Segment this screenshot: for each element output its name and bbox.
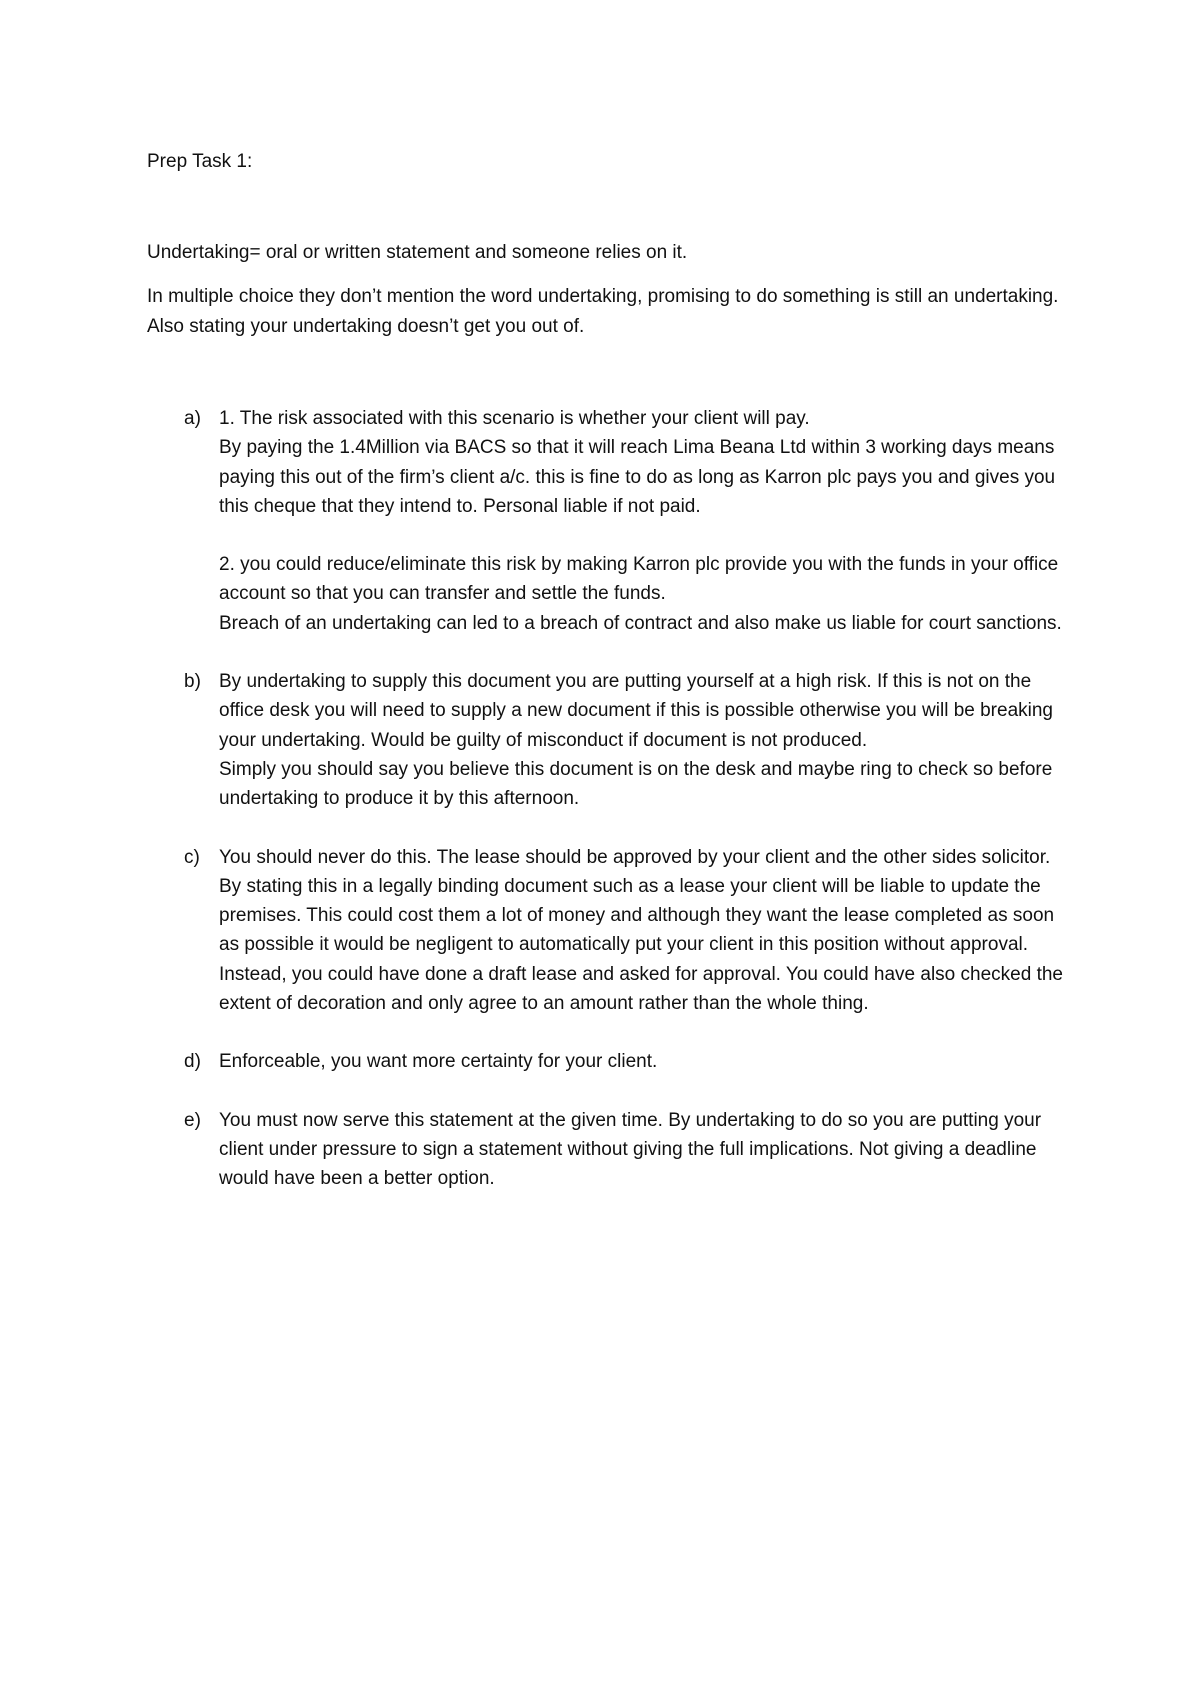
answer-a [147, 404, 1077, 638]
answer-list [147, 404, 1077, 1223]
answer-paragraph: Simply you should say you believe this document is on the desk and maybe ring to check so before undertaking to produce it by this afternoon. [219, 758, 1053, 810]
answer-paragraph: You should never do this. The lease should be approved by your client and the other sides solicitor. By stating this in a legally binding document such as a lease your client will be liable to update the premises. This could cost them a lot of money and although they want the lease completed as soon as possible it would be negligent to automatically put your client in this position without approval. [219, 846, 1055, 956]
list-marker: a) [184, 408, 201, 429]
list-marker: c) [184, 846, 200, 868]
list-marker: d) [184, 1051, 201, 1073]
answer-c [147, 843, 1077, 1019]
list-marker: b) [184, 671, 201, 693]
answer-d [147, 1047, 1077, 1076]
answer-paragraph: Instead, you could have done a draft lease and asked for approval. You could have also checked the extent of decoration and only agree to an amount rather than the whole thing. [219, 963, 1063, 1015]
answer-e [147, 1106, 1077, 1194]
answer-paragraph: By paying the 1.4Million via BACS so that it will reach Lima Beana Ltd within 3 working days means paying this out of the firm’s client a/c. this is fine to do as long as Karron plc pays you and gives you this cheque that they intend to. Personal liable if not paid. [219, 437, 1056, 517]
intro-definition: Undertaking= oral or written statement and someone relies on it. [147, 242, 688, 263]
answer-paragraph: You must now serve this statement at the given time. By undertaking to do so you are putting your client under pressure to sign a statement without giving the full implications. Not giving a deadline would have been a better option. [219, 1109, 1042, 1190]
answer-paragraph: 2. you could reduce/eliminate this risk by making Karron plc provide you with the funds in your office account so that you can transfer and settle the funds. [219, 554, 1059, 605]
intro-note: In multiple choice they don’t mention the word undertaking, promising to do something is still an undertaking. Also stating your undertaking doesn’t get you out of. [147, 286, 1059, 337]
answer-paragraph: 1. The risk associated with this scenario is whether your client will pay. [219, 408, 810, 429]
list-marker: e) [184, 1109, 201, 1131]
answer-paragraph: By undertaking to supply this document you are putting yourself at a high risk. If this is not on the office desk you will need to supply a new document if this is possible otherwise you will be breaking your undertaking. Would be guilty of misconduct if document is not produced. [219, 671, 1053, 751]
answer-paragraph: Enforceable, you want more certainty for your client. [219, 1051, 658, 1073]
answer-b [147, 667, 1077, 813]
page-title: Prep Task 1: [147, 151, 253, 172]
answer-paragraph: Breach of an undertaking can led to a breach of contract and also make us liable for court sanctions. [219, 612, 1062, 634]
intro-section [147, 238, 1077, 356]
